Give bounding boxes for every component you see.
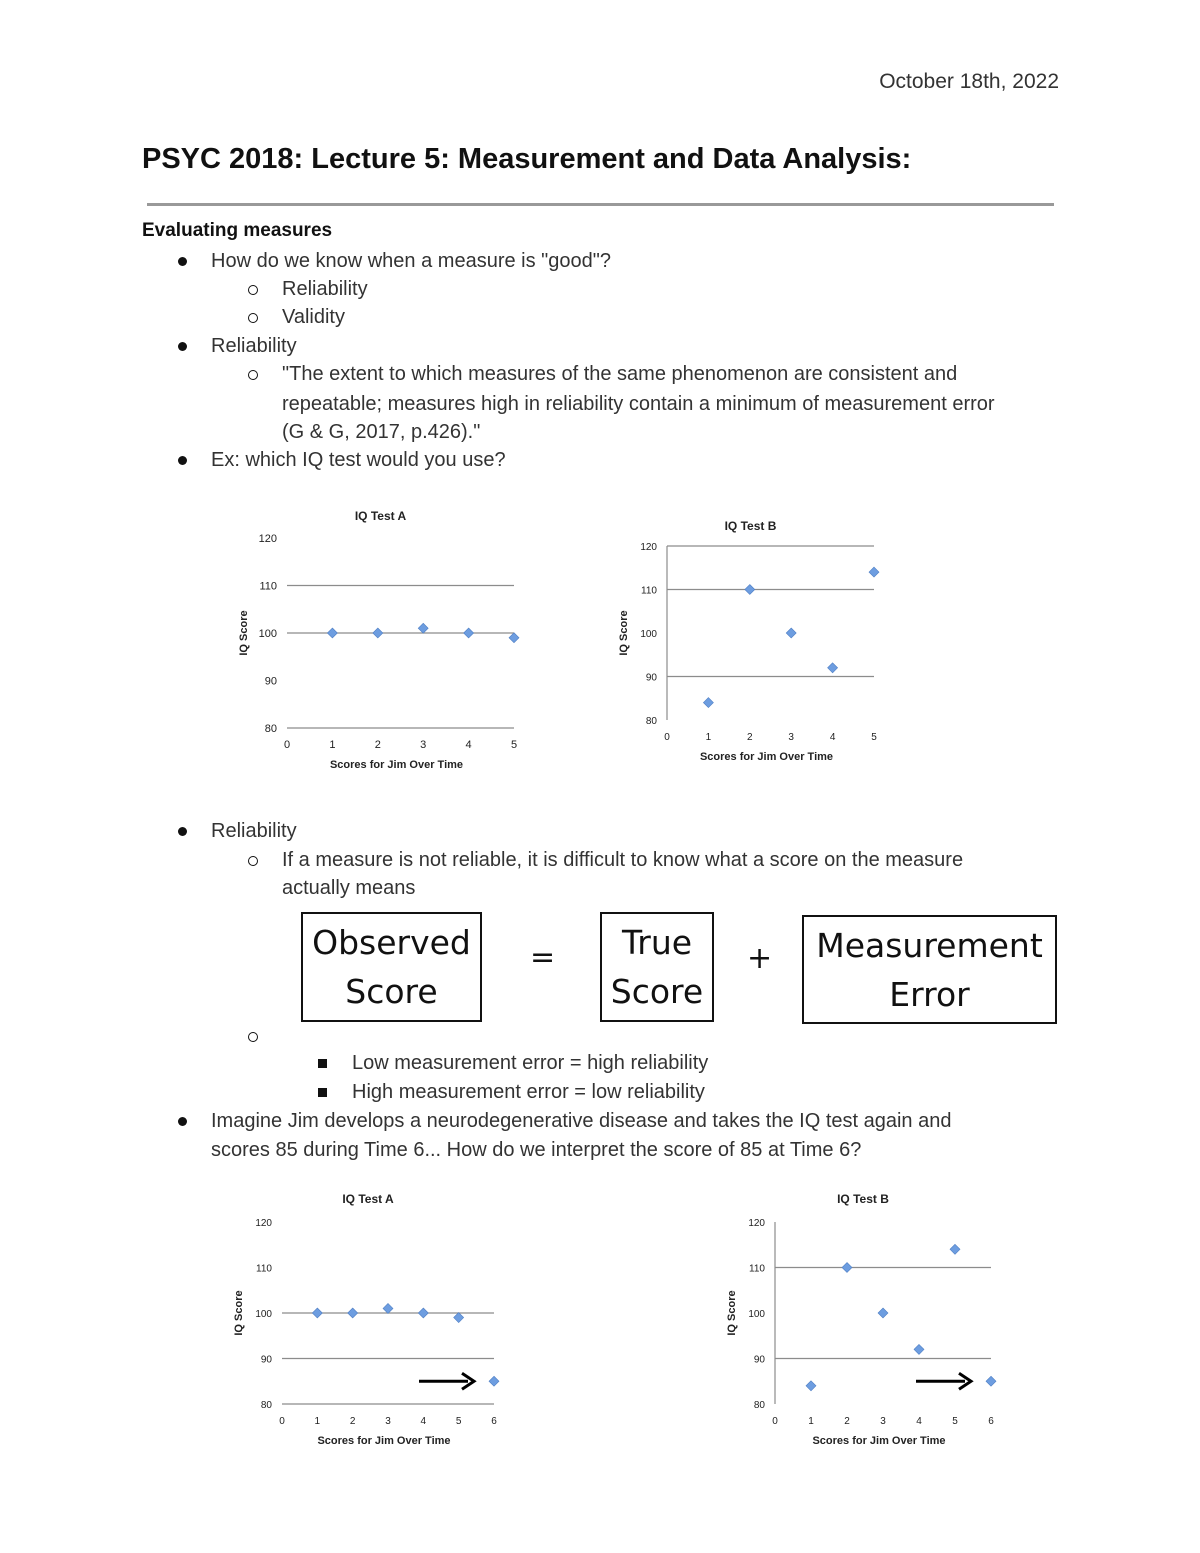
data-point (986, 1376, 996, 1386)
equals-sign: = (530, 940, 556, 975)
y-tick-label: 90 (264, 675, 277, 688)
sub-bullet-icon (248, 1032, 258, 1042)
x-tick-label: 4 (465, 739, 472, 751)
data-point (786, 628, 796, 638)
chart-iq-test-a (225, 500, 535, 780)
x-tick-label: 0 (279, 1416, 285, 1427)
title-divider (147, 203, 1054, 206)
y-tick-label: 110 (256, 1263, 272, 1275)
list-item: Reliability (211, 335, 297, 357)
data-point (869, 567, 879, 577)
data-point (489, 1376, 499, 1386)
y-axis-label: IQ Score (618, 610, 630, 656)
y-tick-label: 120 (640, 542, 657, 553)
x-tick-label: 3 (420, 739, 427, 751)
y-axis-label: IQ Score (726, 1290, 738, 1336)
list-item: Reliability (282, 278, 368, 300)
y-tick-label: 100 (255, 1309, 272, 1320)
chart-title: IQ Test A (342, 1192, 394, 1206)
x-axis-label: Scores for Jim Over Time (812, 1435, 946, 1447)
x-tick-label: 0 (664, 732, 670, 743)
y-tick-label: 80 (260, 1400, 272, 1411)
square-bullet-icon (318, 1088, 327, 1097)
x-tick-label: 0 (283, 739, 291, 751)
list-item: Reliability (211, 820, 297, 842)
y-tick-label: 110 (259, 580, 277, 593)
chart-title: IQ Test B (724, 519, 777, 533)
data-point (312, 1308, 322, 1318)
box-label: True (621, 923, 693, 962)
x-tick-label: 0 (772, 1416, 778, 1427)
x-tick-label: 2 (349, 1416, 356, 1427)
x-tick-label: 2 (747, 732, 753, 743)
bullet-icon (178, 342, 187, 351)
list-item: How do we know when a measure is "good"? (211, 250, 611, 272)
chart-iq-test-b-time6 (715, 1185, 1005, 1455)
data-point (806, 1381, 816, 1391)
list-item: If a measure is not reliable, it is difficult to know what a score on the measure (282, 849, 964, 871)
y-tick-label: 120 (258, 533, 277, 545)
data-point (373, 628, 383, 638)
square-bullet-icon (318, 1059, 327, 1068)
x-tick-label: 4 (829, 732, 836, 743)
data-point (828, 663, 838, 673)
x-tick-label: 3 (788, 732, 794, 743)
x-tick-label: 4 (916, 1416, 922, 1427)
data-point (383, 1303, 393, 1313)
x-tick-label: 2 (844, 1416, 850, 1427)
sub-bullet-icon (248, 285, 258, 295)
box-label: Observed (312, 923, 471, 962)
bullet-icon (178, 456, 187, 465)
y-tick-label: 90 (260, 1354, 272, 1366)
box-label: Score (610, 972, 704, 1011)
data-point (418, 1308, 428, 1318)
chart-iq-test-a-time6 (215, 1185, 515, 1455)
data-point (914, 1344, 924, 1354)
y-tick-label: 80 (264, 723, 277, 735)
bullet-icon (178, 257, 187, 266)
list-item: Ex: which IQ test would you use? (211, 449, 506, 471)
data-point (348, 1308, 358, 1318)
x-tick-label: 6 (491, 1416, 497, 1427)
x-tick-label: 1 (329, 739, 336, 751)
chart-title: IQ Test A (354, 509, 407, 523)
chart-title: IQ Test B (837, 1192, 889, 1206)
list-item: Low measurement error = high reliability (352, 1052, 709, 1074)
chart-iq-test-b (610, 510, 900, 770)
y-tick-label: 110 (641, 585, 657, 597)
box-label: Score (345, 972, 438, 1011)
x-tick-label: 5 (871, 732, 877, 743)
x-tick-label: 3 (385, 1416, 391, 1427)
y-axis-label: IQ Score (233, 1290, 245, 1336)
data-point (327, 628, 337, 638)
measurement-error-box (802, 915, 1057, 1024)
x-tick-label: 4 (420, 1416, 427, 1427)
y-tick-label: 120 (748, 1218, 765, 1229)
x-axis-label: Scores for Jim Over Time (329, 759, 464, 771)
y-axis-label: IQ Score (238, 610, 250, 656)
observed-score-box (301, 912, 482, 1022)
y-tick-label: 110 (749, 1263, 765, 1275)
y-tick-label: 100 (258, 628, 277, 640)
x-axis-label: Scores for Jim Over Time (699, 751, 834, 763)
x-tick-label: 5 (455, 1416, 462, 1427)
data-point (464, 628, 474, 638)
x-tick-label: 5 (510, 739, 518, 751)
x-tick-label: 2 (374, 739, 381, 751)
quote-line: repeatable; measures high in reliability contain a minimum of measurement error (282, 393, 995, 415)
quote-line: (G & G, 2017, p.426)." (282, 421, 481, 443)
data-point (703, 698, 713, 708)
sub-bullet-icon (248, 313, 258, 323)
page-title: PSYC 2018: Lecture 5: Measurement and Data Analysis: (142, 143, 912, 175)
y-tick-label: 120 (255, 1218, 272, 1229)
list-item: scores 85 during Time 6... How do we interpret the score of 85 at Time 6? (211, 1139, 862, 1161)
sub-bullet-icon (248, 856, 258, 866)
quote-line: "The extent to which measures of the same phenomenon are consistent and (282, 363, 958, 385)
data-point (745, 585, 755, 595)
plus-sign: + (747, 941, 773, 976)
data-point (950, 1244, 960, 1254)
data-point (842, 1263, 852, 1273)
data-point (418, 623, 428, 633)
data-point (878, 1308, 888, 1318)
true-score-box (600, 912, 714, 1022)
y-tick-label: 100 (748, 1309, 765, 1320)
y-tick-label: 80 (753, 1400, 765, 1411)
list-item: actually means (282, 877, 416, 899)
x-tick-label: 5 (952, 1416, 958, 1427)
sub-bullet-icon (248, 370, 258, 380)
bullet-icon (178, 1117, 187, 1126)
box-label: Measurement (816, 925, 1043, 965)
x-tick-label: 6 (988, 1416, 994, 1427)
y-tick-label: 90 (753, 1354, 765, 1366)
document-date: October 18th, 2022 (879, 70, 1059, 93)
data-point (454, 1313, 464, 1323)
x-tick-label: 1 (705, 732, 712, 743)
y-tick-label: 100 (640, 629, 657, 640)
list-item: Imagine Jim develops a neurodegenerative disease and takes the IQ test again and (211, 1110, 952, 1132)
list-item: High measurement error = low reliability (352, 1081, 705, 1103)
data-point (509, 633, 519, 643)
y-tick-label: 80 (645, 716, 657, 727)
y-tick-label: 90 (645, 672, 657, 684)
x-tick-label: 1 (314, 1416, 321, 1427)
x-axis-label: Scores for Jim Over Time (317, 1435, 451, 1447)
bullet-icon (178, 827, 187, 836)
section-heading: Evaluating measures (142, 220, 333, 241)
list-item: Validity (282, 306, 345, 328)
x-tick-label: 3 (880, 1416, 886, 1427)
x-tick-label: 1 (808, 1416, 814, 1427)
box-label: Error (889, 974, 970, 1014)
